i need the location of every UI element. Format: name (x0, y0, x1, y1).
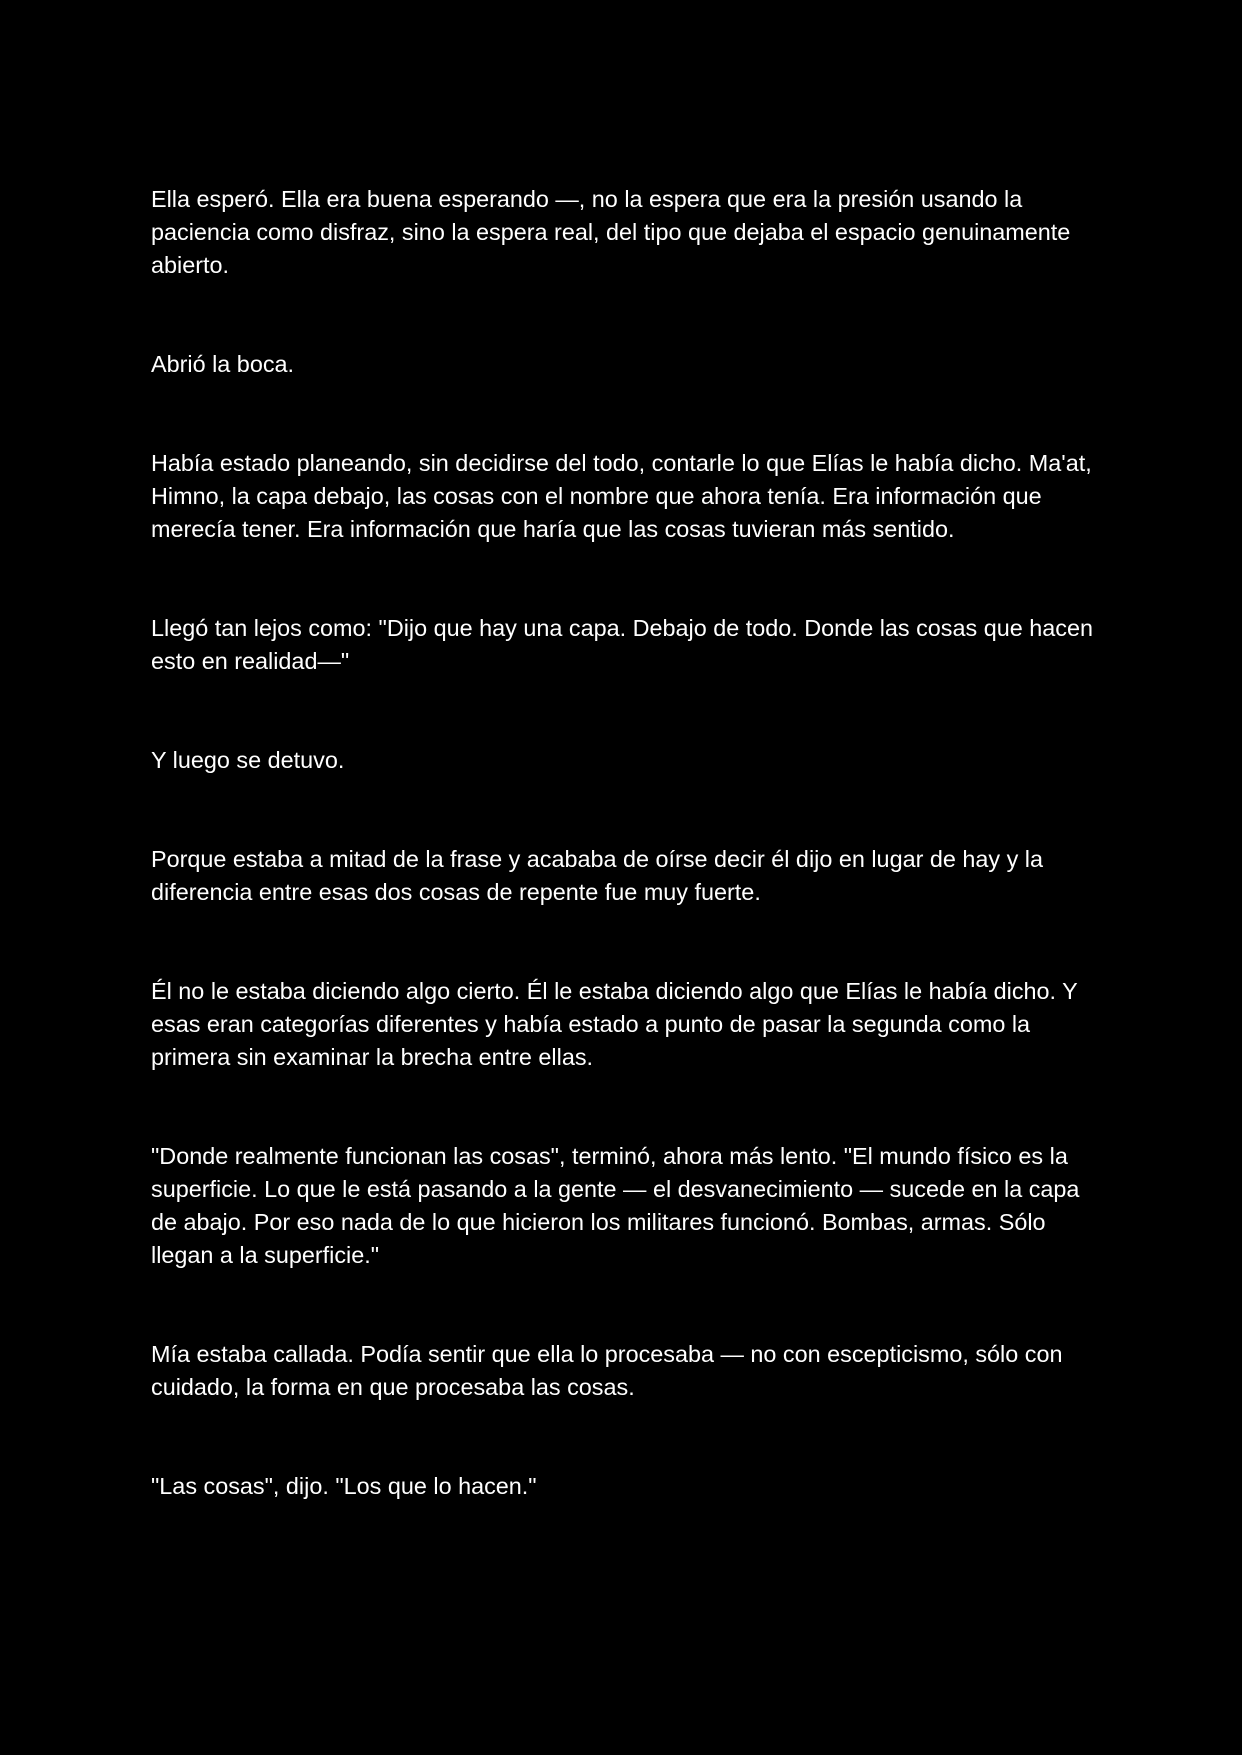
paragraph-10: "Las cosas", dijo. "Los que lo hacen." (151, 1473, 537, 1499)
paragraph-1: Ella esperó. Ella era buena esperando —, no la espera que era la presión usando la paciencia como disfraz, sino la espera real, del tipo que dejaba el espacio genuinamente abierto. (151, 186, 1071, 278)
paragraph-4: Llegó tan lejos como: "Dijo que hay una capa. Debajo de todo. Donde las cosas que hacen esto en realidad—" (151, 615, 1093, 674)
paragraph-7: Él no le estaba diciendo algo cierto. Él le estaba diciendo algo que Elías le había dicho. Y esas eran categorías diferentes y había estado a punto de pasar la segunda como la primera sin examinar la brecha entre ellas. (151, 978, 1078, 1070)
paragraph-9: Mía estaba callada. Podía sentir que ella lo procesaba — no con escepticismo, sólo con cuidado, la forma en que procesaba las cosas. (151, 1341, 1063, 1400)
paragraph-2: Abrió la boca. (151, 351, 295, 377)
paragraph-6: Porque estaba a mitad de la frase y acababa de oírse decir él dijo en lugar de hay y la diferencia entre esas dos cosas de repente fue muy fuerte. (151, 846, 1043, 905)
paragraph-3: Había estado planeando, sin decidirse del todo, contarle lo que Elías le había dicho. Ma'at, Himno, la capa debajo, las cosas con el nombre que ahora tenía. Era información que merecía tener. Era información que haría que las cosas tuvieran más sentido. (151, 450, 1092, 542)
paragraph-5: Y luego se detuvo. (151, 747, 345, 773)
paragraph-8: "Donde realmente funcionan las cosas", terminó, ahora más lento. "El mundo físico es la superficie. Lo que le está pasando a la gente — el desvanecimiento — sucede en la capa de abajo. Por eso nada de lo que hicieron los militares funcionó. Bombas, armas. Sólo llegan a la superficie." (151, 1143, 1080, 1268)
document-body (151, 183, 1096, 1503)
